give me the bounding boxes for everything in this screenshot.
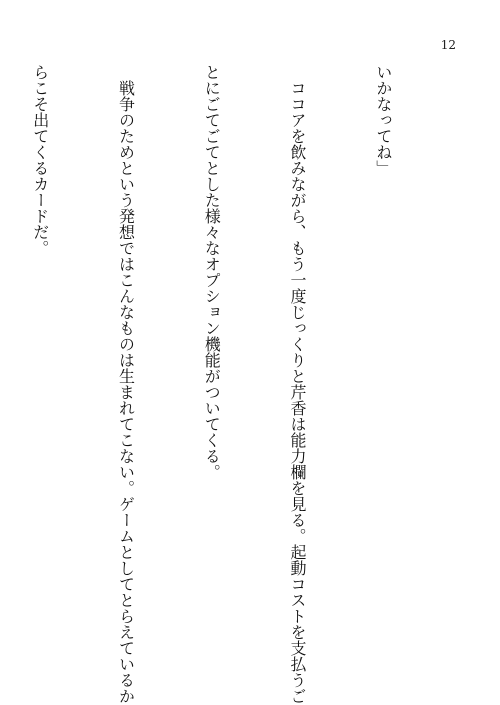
page-number: 12 xyxy=(440,38,456,52)
vertical-text-body xyxy=(0,64,454,704)
text-line: いかなってね」 xyxy=(373,64,393,176)
text-line: ココアを飲みながら、もう一度じっくりと芹香は能力欄を見る。起動コストを支払うご xyxy=(288,64,308,704)
text-line: らこそ出てくるカードだ。 xyxy=(30,64,50,256)
text-line: 戦争のためという発想ではこんなものは生まれてこない。ゲームとしてとらえているか xyxy=(116,64,136,704)
text-line: とにごてごてとした様々なオプション機能がついてくる。 xyxy=(202,64,222,480)
